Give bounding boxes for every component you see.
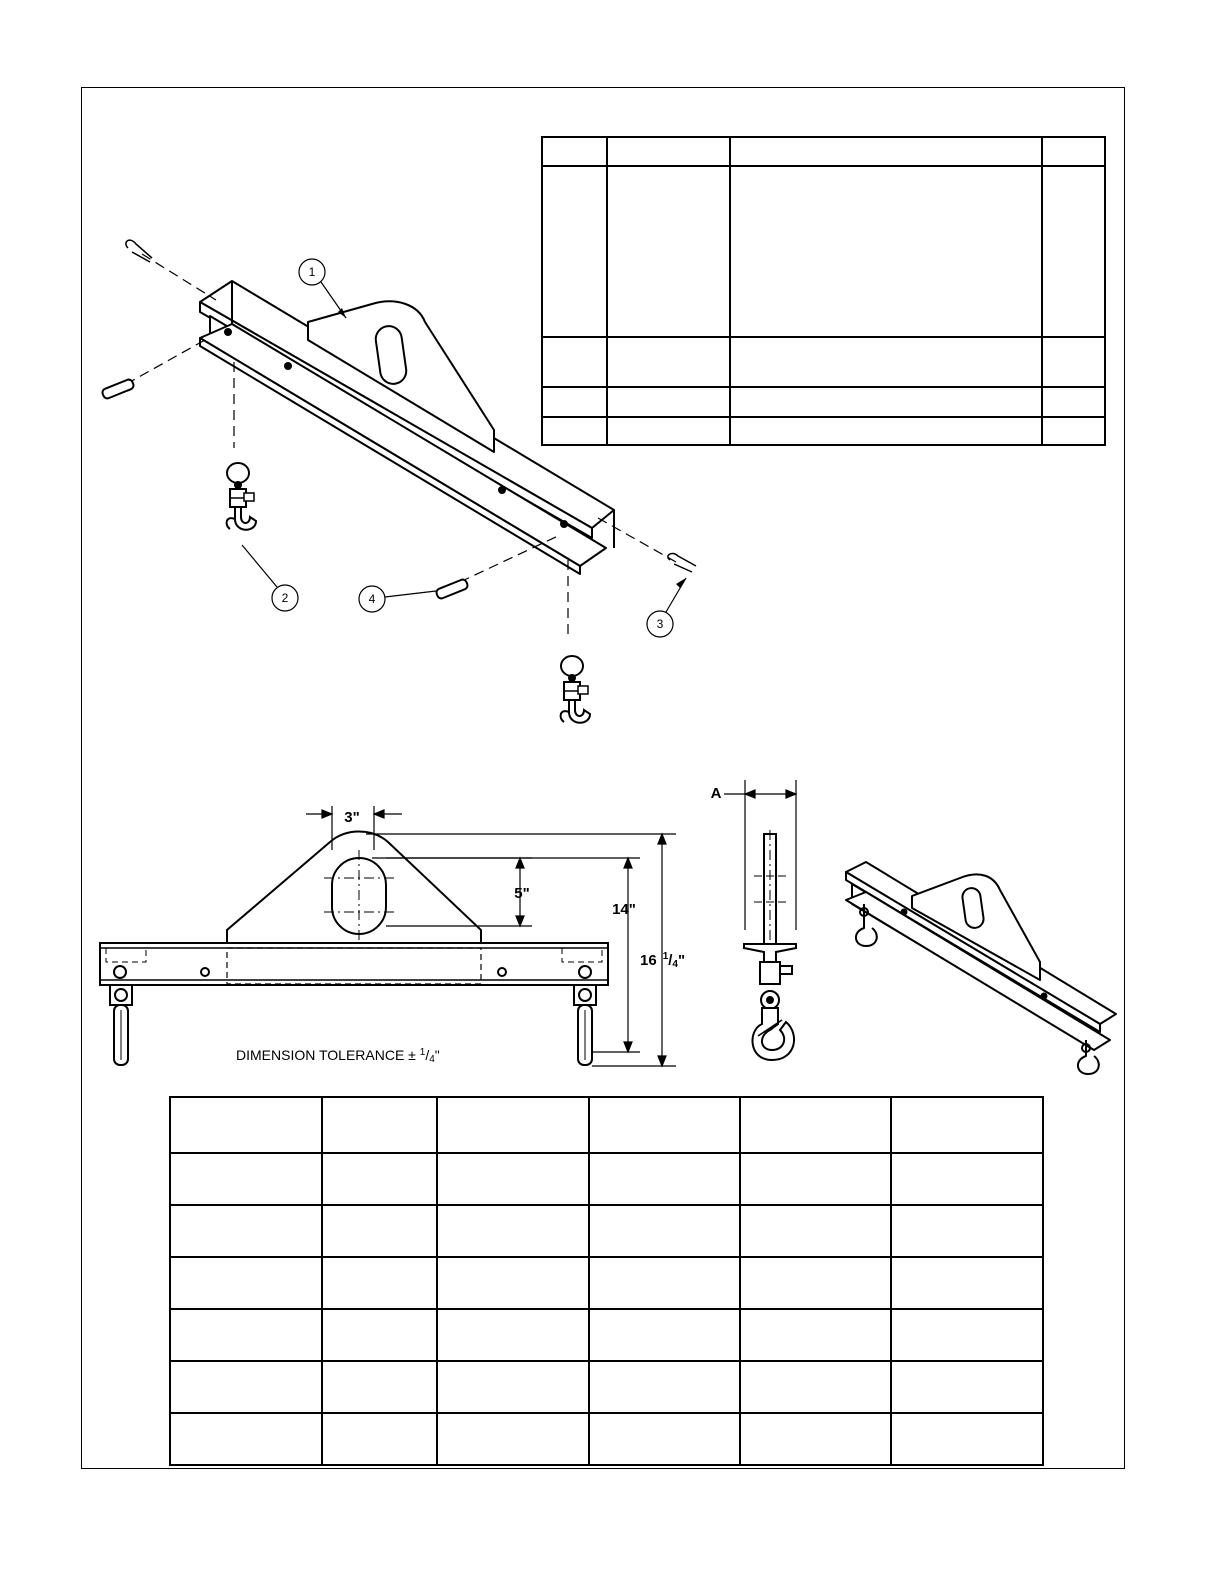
balloon-3-label: 3 bbox=[656, 617, 664, 631]
side-view-label: A bbox=[710, 785, 722, 802]
balloon-3 bbox=[647, 578, 686, 637]
balloon-4-label: 4 bbox=[368, 592, 376, 606]
swivel-hook-icon bbox=[561, 656, 590, 723]
dim-overall-height-denominator: 4 bbox=[672, 959, 678, 970]
balloon-1-label: 1 bbox=[308, 265, 316, 279]
balloon-2 bbox=[242, 545, 298, 611]
balloon-4 bbox=[359, 586, 436, 612]
tolerance-unit: " bbox=[434, 1047, 440, 1063]
side-view-dimension bbox=[724, 780, 796, 930]
balloon-1 bbox=[299, 259, 346, 318]
dim-overall-height-unit: " bbox=[677, 952, 686, 969]
assembled-isometric-view bbox=[846, 862, 1116, 1074]
side-view bbox=[744, 830, 796, 1060]
dim-overall-height: 16 $^1$/4" bbox=[640, 951, 686, 970]
front-elevation-view bbox=[100, 832, 608, 1066]
dim-slot-length: 5" bbox=[514, 885, 530, 902]
exploded-isometric-view bbox=[101, 240, 696, 640]
tolerance-numerator: 1 bbox=[419, 1047, 426, 1058]
dim-overall-height-numerator: 1 bbox=[662, 951, 669, 962]
tolerance-denominator: 4 bbox=[429, 1054, 435, 1065]
balloon-2-label: 2 bbox=[281, 591, 289, 605]
dim-slot-width: 3" bbox=[344, 809, 360, 826]
tolerance-prefix: DIMENSION TOLERANCE ± bbox=[236, 1047, 420, 1063]
swivel-hook-icon bbox=[227, 463, 256, 530]
dimension-tolerance-note: DIMENSION TOLERANCE ± $^1$/4" bbox=[236, 1047, 440, 1065]
dim-overall-height-whole: 16 bbox=[640, 952, 657, 969]
dim-hook-height: 14" bbox=[612, 901, 636, 918]
